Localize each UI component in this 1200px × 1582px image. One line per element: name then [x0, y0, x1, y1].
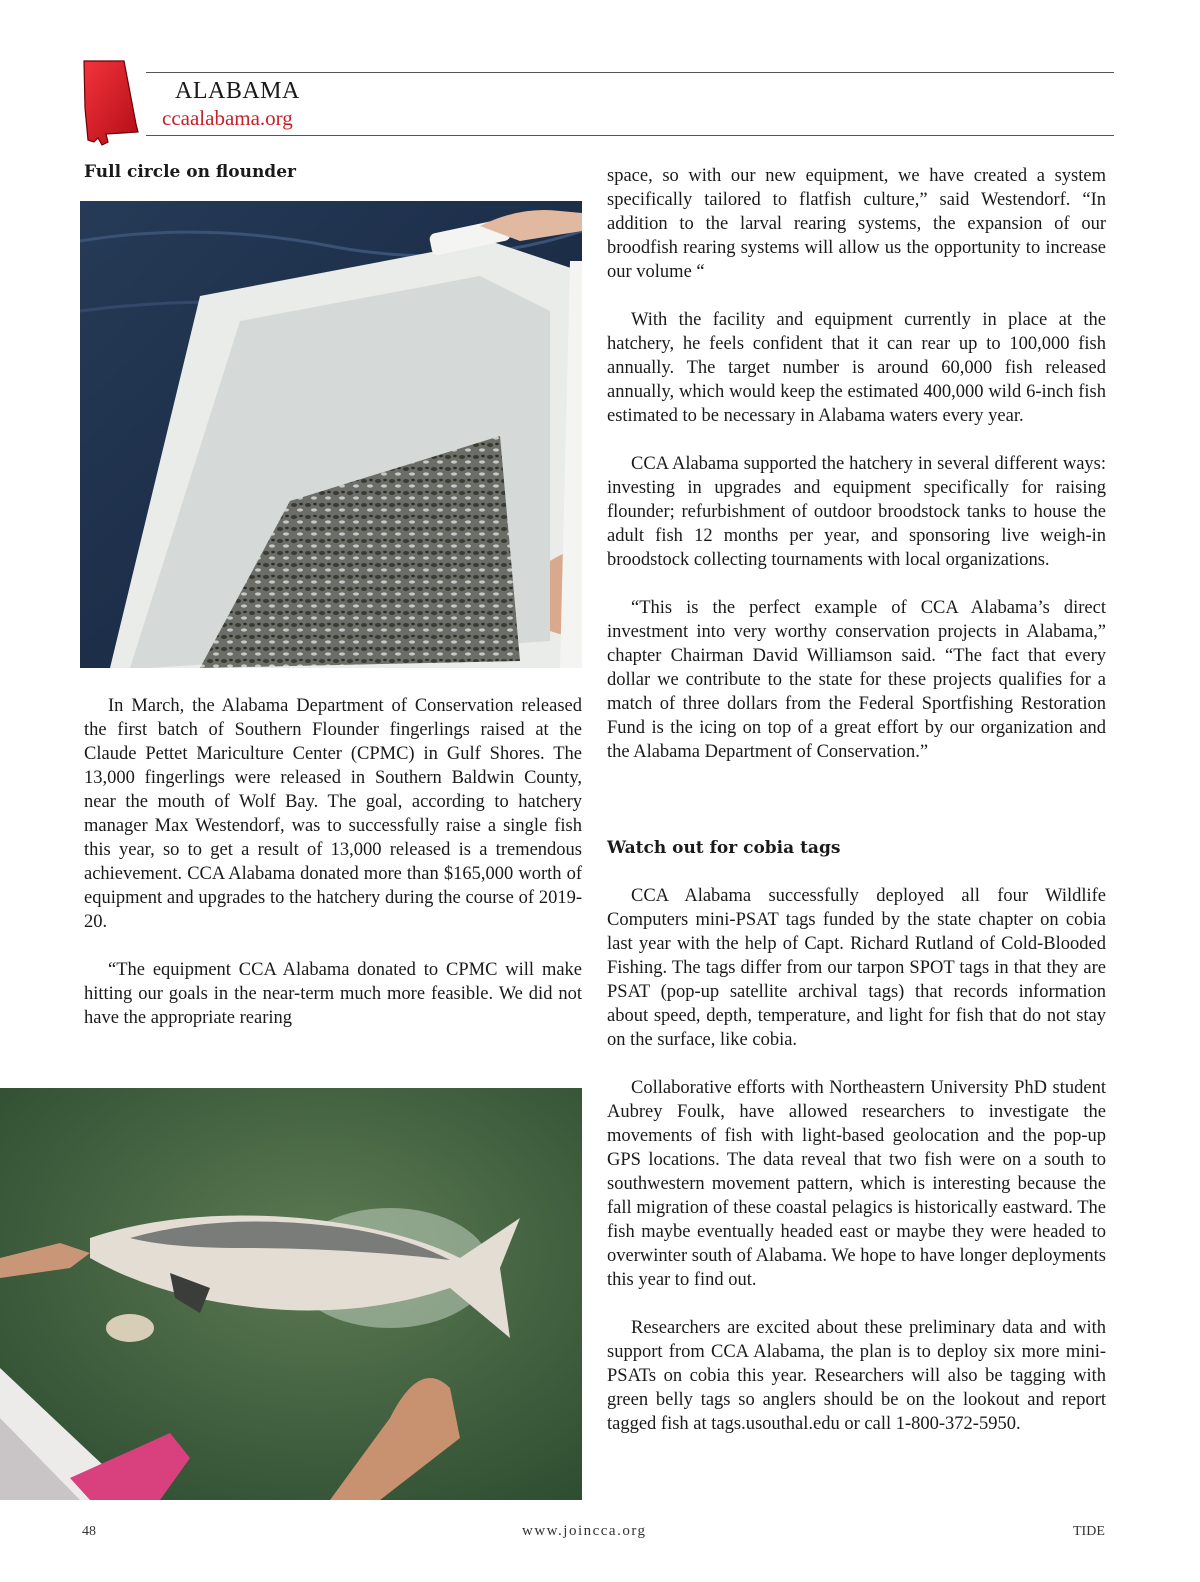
alabama-state-outline-icon	[80, 58, 146, 148]
state-logo	[80, 58, 146, 148]
footer-website[interactable]: www.joincca.org	[522, 1523, 647, 1539]
page-number: 48	[82, 1524, 96, 1539]
paragraph: Collaborative efforts with Northeastern University PhD student Aubrey Foulk, have allowed researchers to investigate the movements of fish with light-based geolocation and the pop-up GPS locations. The data reveal that two fish were on a south to southwestern movement pattern, which is interesting because the fall migration of these coastal pelagics is historically eastward. The fish maybe eventually headed east or maybe they were headed to overwinter south of Alabama. We hope to have longer deployments this year to find out.	[607, 1078, 1106, 1290]
paragraph: CCA Alabama successfully deployed all four Wildlife Computers mini-PSAT tags funded by the state chapter on cobia last year with the help of Capt. Richard Rutland of Cold-Blooded Fishing. The tags differ from our tarpon SPOT tags in that they are PSAT (pop-up satellite archival tags) that records information about speed, depth, temperature, and light for fish that do not stay on the surface, like cobia.	[607, 886, 1106, 1050]
article-title-flounder: Full circle on flounder	[84, 162, 296, 182]
paragraph: “This is the perfect example of CCA Alabama’s direct investment into very worthy conservation projects in Alabama,” chapter Chairman David Williamson said. “The fact that every dollar we contribute to the state for these projects qualifies for a match of three dollars from the Federal Sportfishing Restoration Fund is the icing on top of a great effort by our organization and the Alabama Department of Conservation.”	[607, 598, 1106, 762]
header-bottom-rule	[146, 135, 1114, 136]
article-title-cobia: Watch out for cobia tags	[607, 838, 841, 858]
state-website-link[interactable]: ccaalabama.org	[162, 106, 293, 130]
publication-name: TIDE	[1073, 1524, 1105, 1539]
paragraph: Researchers are excited about these preliminary data and with support from CCA Alabama, the plan is to deploy six more mini-PSATs on cobia this year. Researchers will also be tagging with green belly tags so anglers should be on the lookout and report tagged fish at tags.usouthal.edu or call 1-800-372-5950.	[607, 1318, 1106, 1434]
paragraph: CCA Alabama supported the hatchery in several different ways: investing in upgrades and equipment specifically for raising flounder; refurbishment of outdoor broodstock tanks to house the adult fish 12 months per year, and sponsoring live weigh-in broodstock collecting tournaments with local organizations.	[607, 454, 1106, 570]
photo-cobia-release	[0, 1088, 582, 1500]
left-column-text	[84, 694, 582, 1054]
state-name: ALABAMA	[175, 78, 300, 104]
cobia-article-text	[607, 884, 1106, 1460]
paragraph: In March, the Alabama Department of Conservation released the first batch of Southern Flounder fingerlings raised at the Claude Pettet Mariculture Center (CPMC) in Gulf Shores. The 13,000 fingerlings were released in Southern Baldwin County, near the mouth of Wolf Bay. The goal, according to hatchery manager Max Westendorf, was to successfully raise a single fish this year, so to get a result of 13,000 released is a tremendous achievement. CCA Alabama donated more than $165,000 worth of equipment and upgrades to the hatchery during the course of 2019-20.	[84, 696, 582, 932]
photo-flounder-cooler	[80, 201, 582, 668]
paragraph: “The equipment CCA Alabama donated to CPMC will make hitting our goals in the near-term much more feasible. We did not have the appropriate rearing	[84, 960, 582, 1028]
paragraph: space, so with our new equipment, we have created a system specifically tailored to flatfish culture,” said Westendorf. “In addition to the larval rearing systems, the expansion of our broodfish rearing systems will allow us the opportunity to increase our volume “	[607, 166, 1106, 282]
header-top-rule	[146, 72, 1114, 73]
right-column-text	[607, 164, 1106, 788]
paragraph: With the facility and equipment currently in place at the hatchery, he feels confident that it can rear up to 100,000 fish annually. The target number is around 60,000 fish released annually, which would keep the estimated 400,000 wild 6-inch fish estimated to be necessary in Alabama waters every year.	[607, 310, 1106, 426]
